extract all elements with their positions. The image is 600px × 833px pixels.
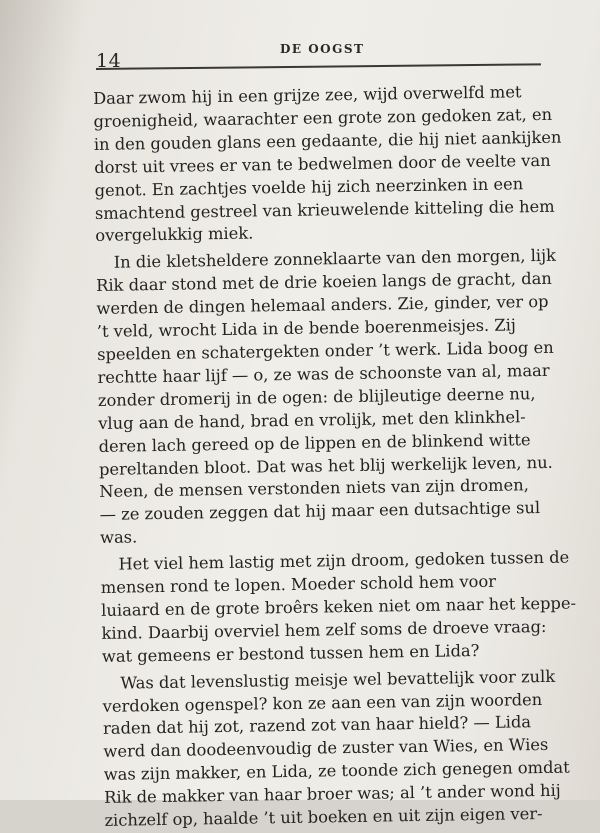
text-line: Het viel hem lastig met zijn droom, gedoken tussen de bbox=[118, 547, 570, 574]
paragraph bbox=[96, 245, 561, 550]
text-line: werden de dingen helemaal anders. Zie, ginder, ver op bbox=[96, 292, 549, 319]
text-line: vlug aan de hand, brad en vrolijk, met den klinkhel- bbox=[98, 406, 526, 433]
text-line: ’t veld, wrocht Lida in de bende boerenmeisjes. Zij bbox=[96, 315, 517, 342]
text-line: verdoken ogenspel? kon ze aan een van zijn woorden bbox=[102, 689, 543, 716]
text-line: rechtte haar lijf — o, ze was de schoonste van al, maar bbox=[97, 360, 550, 387]
text-line: smachtend gestreel van krieuwelende kitteling die hem bbox=[94, 196, 555, 223]
paragraph bbox=[93, 81, 562, 249]
text-line: — ze zouden zeggen dat hij maar een dutsachtige sul bbox=[99, 498, 541, 525]
text-line: mensen rond te lopen. Moeder schold hem voor bbox=[100, 571, 497, 597]
paragraph bbox=[102, 665, 570, 833]
text-line: wat gemeens er bestond tussen hem en Lida? bbox=[101, 640, 480, 666]
text-line: raden dat hij zot, razend zot van haar hield? — Lida bbox=[102, 712, 532, 739]
text-line: zichzelf op, haalde ’t uit boeken en uit zijn eigen ver- bbox=[104, 804, 543, 831]
book-title: DE OOGST bbox=[280, 42, 365, 56]
paragraph bbox=[100, 547, 577, 669]
page-number: 14 bbox=[96, 50, 122, 72]
text-line: luiaard en de grote broêrs keken niet om naar het keppe- bbox=[101, 593, 577, 620]
body-text bbox=[93, 81, 577, 833]
text-line: Was dat levenslustig meisje wel bevattelijk voor zulk bbox=[120, 666, 556, 693]
text-line: In die kletsheldere zonneklaarte van den morgen, lijk bbox=[113, 246, 557, 273]
text-line: dorst uit vrees er van te bedwelmen door de veelte van bbox=[94, 150, 551, 177]
text-line: Rik de makker van haar broer was; al ’t ander wond hij bbox=[103, 780, 561, 808]
text-line: deren lach gereed op de lippen en de blinkend witte bbox=[98, 429, 531, 456]
text-line: speelden en schatergekten onder ’t werk. Lida boog en bbox=[97, 337, 554, 364]
text-line: groenigheid, waarachter een grote zon gedoken zat, en bbox=[93, 104, 553, 131]
text-line: was zijn makker, en Lida, ze toonde zich genegen omdat bbox=[103, 757, 570, 785]
text-line: was. bbox=[99, 527, 138, 548]
text-line: kind. Daarbij overviel hem zelf soms de droeve vraag: bbox=[101, 616, 547, 643]
text-line: overgelukkig miek. bbox=[95, 223, 254, 246]
text-line: zonder dromerij in de ogen: de blijleutige deerne nu, bbox=[97, 383, 536, 410]
text-line: Neen, de mensen verstonden niets van zijn dromen, bbox=[99, 475, 529, 502]
text-line: werd dan doodeenvoudig de zuster van Wies, en Wies bbox=[103, 735, 549, 762]
text-line: Daar zwom hij in een grijze zee, wijd overwelfd met bbox=[93, 82, 522, 108]
text-line: pereltanden bloot. Dat was het blij werkelijk leven, nu. bbox=[98, 452, 553, 479]
text-line: in den gouden glans een gedaante, die hij niet aankijken bbox=[93, 127, 562, 154]
text-line: Rik daar stond met de drie koeien langs de gracht, dan bbox=[95, 269, 552, 296]
text-line: genot. En zachtjes voelde hij zich neerzinken in een bbox=[94, 173, 524, 200]
